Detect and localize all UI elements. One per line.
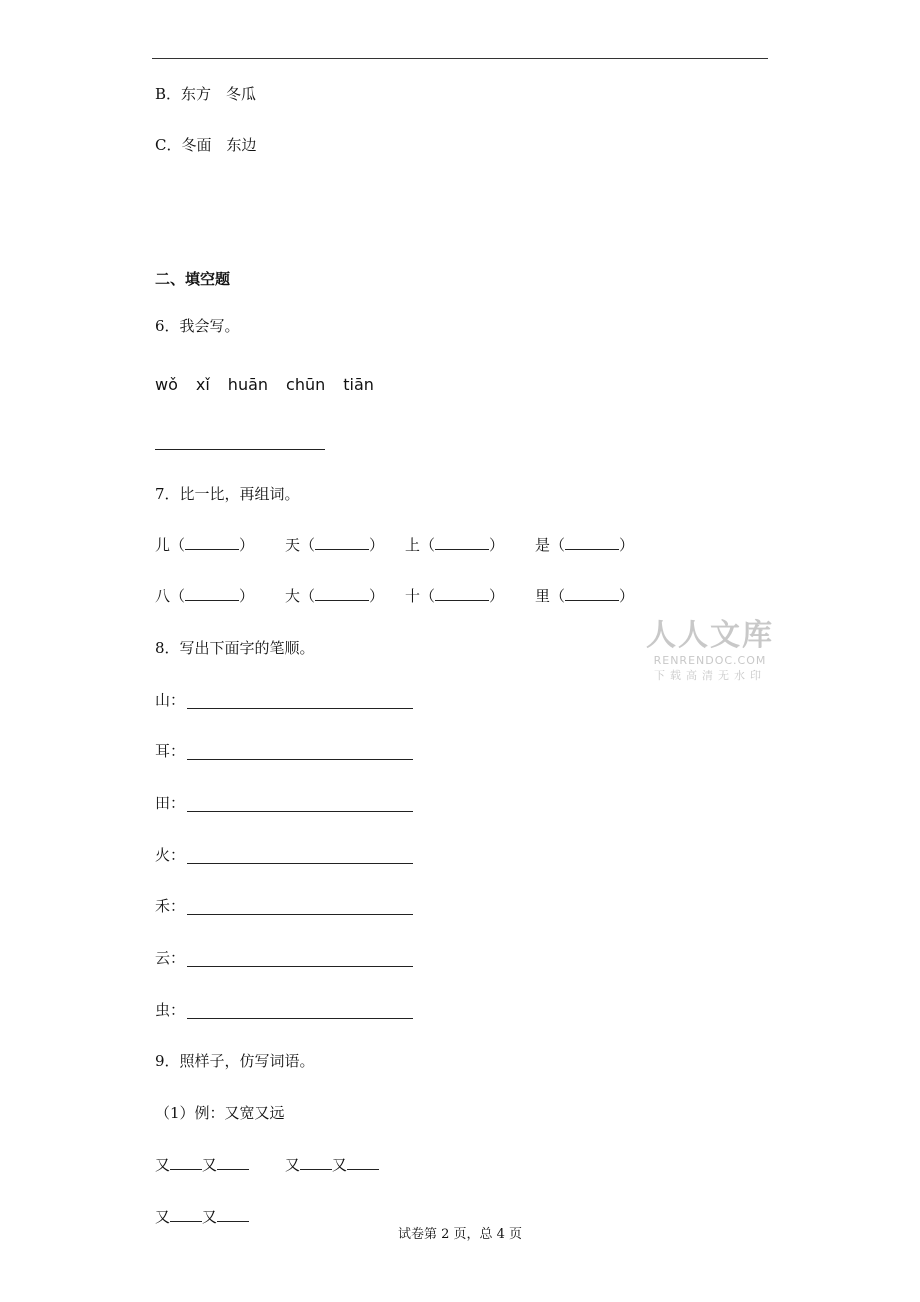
watermark-slogan: 下载高清无水印 — [654, 669, 766, 682]
answer-blank[interactable] — [185, 535, 239, 550]
stroke-answer-line[interactable] — [187, 811, 413, 812]
stroke-answer-line[interactable] — [187, 708, 413, 709]
q7-row1-item: 天（ ） — [285, 536, 385, 554]
stroke-char-label: 虫： — [155, 1001, 186, 1019]
header-rule — [152, 58, 768, 59]
stroke-answer-line[interactable] — [187, 914, 413, 915]
q7-row2-item: 十（ ） — [405, 587, 505, 605]
stroke-char-label: 火： — [155, 846, 186, 864]
stroke-answer-line[interactable] — [187, 759, 413, 760]
answer-blank[interactable] — [170, 1207, 202, 1222]
q6-answer-line[interactable] — [155, 449, 325, 450]
q7-row1-item: 儿（ ） — [155, 536, 255, 554]
q7-row2-item: 大（ ） — [285, 587, 385, 605]
answer-blank[interactable] — [300, 1155, 332, 1170]
q9-pattern: 又 又 — [285, 1155, 379, 1175]
answer-blank[interactable] — [315, 535, 369, 550]
answer-blank[interactable] — [435, 586, 489, 601]
watermark-title: 人人文库 — [646, 618, 774, 653]
answer-blank[interactable] — [185, 586, 239, 601]
q6-pinyin — [155, 375, 392, 395]
section-title: 二、填空题 — [155, 270, 231, 288]
q9-pattern: 又 又 — [155, 1155, 249, 1175]
watermark-site: RENRENDOC.COM — [653, 654, 767, 667]
q7-row2-item: 里（ ） — [535, 587, 635, 605]
answer-blank[interactable] — [565, 586, 619, 601]
pinyin-syllable: wǒ — [155, 375, 178, 394]
q7-row1-item: 是（ ） — [535, 536, 635, 554]
answer-blank[interactable] — [170, 1155, 202, 1170]
option-c: C．冬面 东边 — [155, 136, 257, 154]
pinyin-syllable: huān — [227, 375, 269, 394]
q7-row1-item: 上（ ） — [405, 536, 505, 554]
q6-prompt: 6．我会写。 — [155, 317, 240, 335]
option-b: B．东方 冬瓜 — [155, 85, 257, 103]
q9-example: （1）例：又宽又远 — [155, 1104, 285, 1122]
page-footer: 试卷第 2 页，总 4 页 — [397, 1227, 523, 1242]
stroke-answer-line[interactable] — [187, 863, 413, 864]
pinyin-syllable: chūn — [286, 375, 326, 394]
watermark-logo — [640, 618, 780, 684]
q7-prompt: 7．比一比，再组词。 — [155, 485, 300, 503]
q9-prompt: 9．照样子，仿写词语。 — [155, 1052, 315, 1070]
stroke-answer-line[interactable] — [187, 1018, 413, 1019]
q8-prompt: 8．写出下面字的笔顺。 — [155, 639, 315, 657]
stroke-answer-line[interactable] — [187, 966, 413, 967]
answer-blank[interactable] — [217, 1207, 249, 1222]
answer-blank[interactable] — [347, 1155, 379, 1170]
answer-blank[interactable] — [565, 535, 619, 550]
stroke-char-label: 耳： — [155, 742, 186, 760]
answer-blank[interactable] — [435, 535, 489, 550]
pinyin-syllable: xǐ — [195, 375, 210, 394]
pinyin-syllable: tiān — [343, 375, 374, 394]
stroke-char-label: 禾： — [155, 897, 186, 915]
answer-blank[interactable] — [315, 586, 369, 601]
q9-pattern: 又 又 — [155, 1207, 249, 1227]
answer-blank[interactable] — [217, 1155, 249, 1170]
q7-row2-item: 八（ ） — [155, 587, 255, 605]
stroke-char-label: 云： — [155, 949, 186, 967]
stroke-char-label: 田： — [155, 794, 186, 812]
stroke-char-label: 山： — [155, 691, 186, 709]
